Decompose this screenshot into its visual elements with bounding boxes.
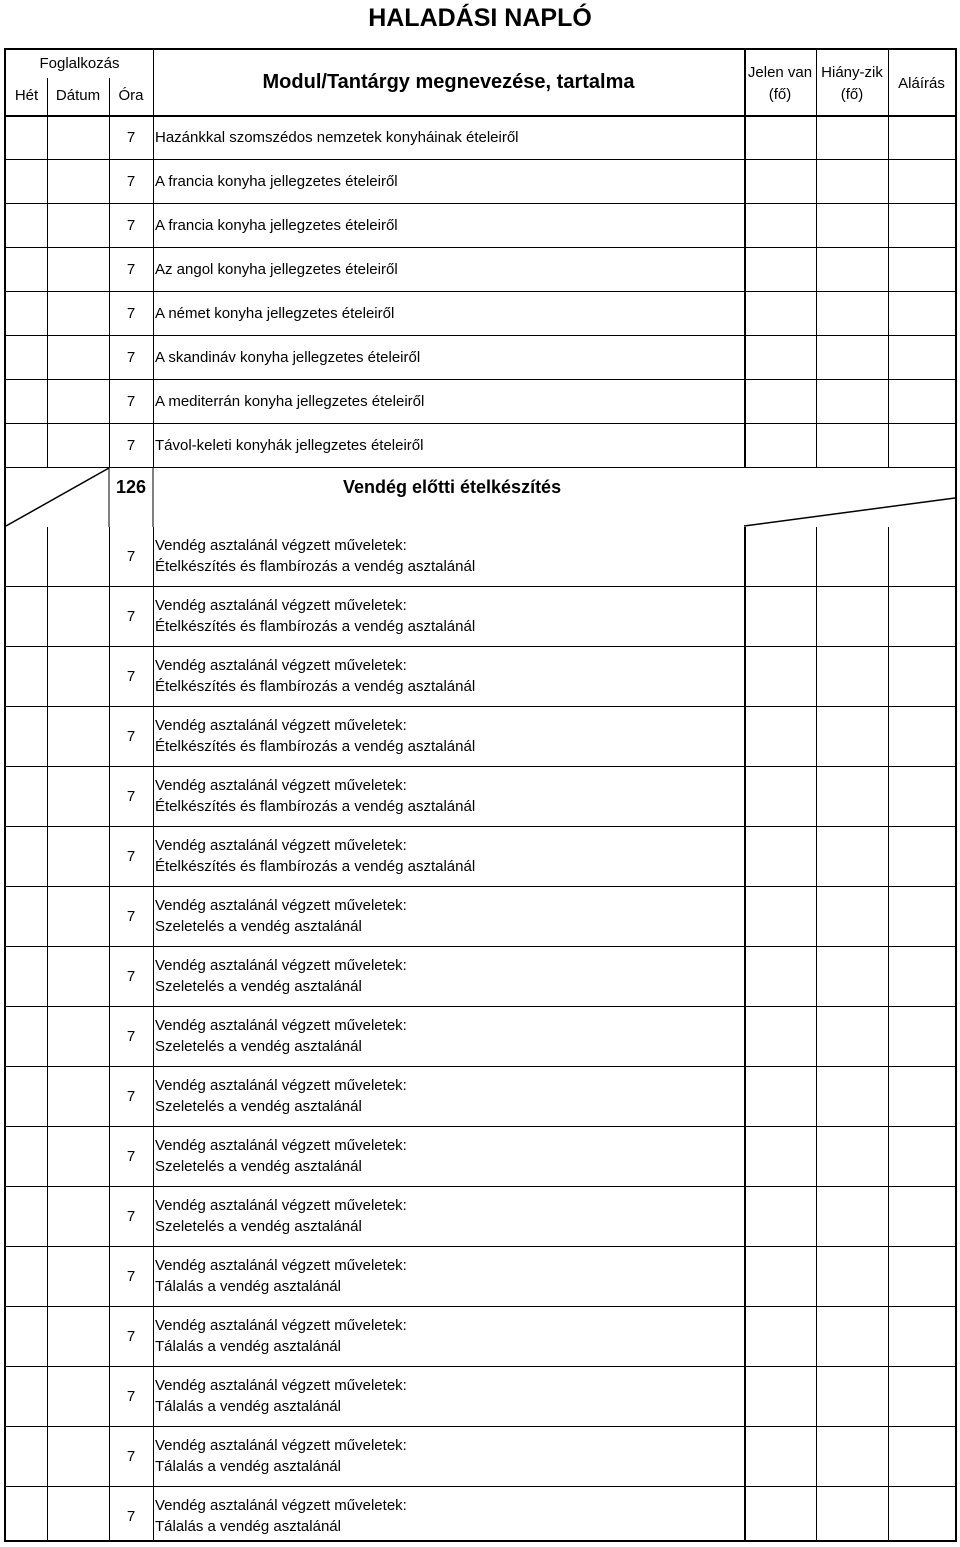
row-hours: 7	[126, 261, 136, 278]
row-hours: 7	[126, 1268, 136, 1285]
row-topic	[155, 1435, 407, 1477]
row-topic	[155, 1195, 407, 1237]
row-topic-line2: Szeletelés a vendég asztalánál	[155, 978, 362, 995]
row-hours: 7	[126, 848, 136, 865]
table-row	[6, 647, 955, 707]
table-row	[6, 292, 955, 336]
row-topic-line1: Vendég asztalánál végzett műveletek:	[155, 1137, 407, 1154]
table-row	[6, 827, 955, 887]
header-modul: Modul/Tantárgy megnevezése, tartalma	[262, 71, 635, 93]
row-topic	[155, 1495, 407, 1537]
row-topic	[155, 1075, 407, 1117]
row-topic	[155, 955, 407, 997]
table-row	[6, 160, 955, 204]
table-row	[6, 1067, 955, 1127]
row-hours: 7	[126, 393, 136, 410]
row-topic	[155, 1015, 407, 1057]
row-topic-line1: Vendég asztalánál végzett műveletek:	[155, 717, 407, 734]
header-foglalkozas: Foglalkozás	[39, 55, 120, 72]
row-topic: A francia konyha jellegzetes ételeiről	[155, 217, 398, 234]
row-topic-line2: Tálalás a vendég asztalánál	[155, 1518, 341, 1535]
table-row	[6, 116, 955, 160]
activity-rows	[6, 527, 955, 1547]
row-topic-line2: Ételkészítés és flambírozás a vendég asztalánál	[155, 558, 476, 575]
table-row	[6, 1487, 955, 1547]
row-hours: 7	[126, 788, 136, 805]
table-row	[6, 947, 955, 1007]
row-topic: Az angol konyha jellegzetes ételeiről	[155, 261, 398, 278]
row-topic	[155, 1255, 407, 1297]
row-topic-line1: Vendég asztalánál végzett műveletek:	[155, 597, 407, 614]
table-row	[6, 1427, 955, 1487]
table-row	[6, 424, 955, 468]
row-topic-line2: Szeletelés a vendég asztalánál	[155, 1218, 362, 1235]
row-topic: A skandináv konyha jellegzetes ételeiről	[155, 349, 421, 366]
table-row	[6, 336, 955, 380]
row-topic	[155, 1135, 407, 1177]
row-topic	[155, 1315, 407, 1357]
table-row	[6, 707, 955, 767]
module-name: Vendég előtti ételkészítés	[343, 477, 562, 497]
row-topic-line1: Vendég asztalánál végzett műveletek:	[155, 777, 407, 794]
row-hours: 7	[126, 349, 136, 366]
header-het: Hét	[14, 87, 39, 104]
row-hours: 7	[126, 1508, 136, 1525]
row-topic-line1: Vendég asztalánál végzett műveletek:	[155, 1017, 407, 1034]
header-datum: Dátum	[55, 87, 101, 104]
row-topic-line2: Szeletelés a vendég asztalánál	[155, 918, 362, 935]
row-hours: 7	[126, 1148, 136, 1165]
row-topic-line1: Vendég asztalánál végzett műveletek:	[155, 1377, 407, 1394]
table-row	[6, 204, 955, 248]
module-row	[6, 468, 955, 527]
row-topic-line2: Tálalás a vendég asztalánál	[155, 1458, 341, 1475]
table-row	[6, 380, 955, 424]
row-topic: A francia konyha jellegzetes ételeiről	[155, 173, 398, 190]
row-hours: 7	[126, 908, 136, 925]
table-row	[6, 1247, 955, 1307]
row-topic-line1: Vendég asztalánál végzett műveletek:	[155, 537, 407, 554]
row-topic	[155, 595, 475, 637]
table-row	[6, 527, 955, 587]
row-topic	[155, 655, 475, 697]
row-topic-line2: Ételkészítés és flambírozás a vendég asztalánál	[155, 678, 476, 695]
page-title: HALADÁSI NAPLÓ	[368, 4, 592, 32]
row-topic-line2: Ételkészítés és flambírozás a vendég asztalánál	[155, 798, 476, 815]
row-topic-line2: Szeletelés a vendég asztalánál	[155, 1158, 362, 1175]
table-row	[6, 1367, 955, 1427]
row-topic: A mediterrán konyha jellegzetes ételeiről	[155, 393, 425, 410]
row-topic-line1: Vendég asztalánál végzett műveletek:	[155, 657, 407, 674]
progress-log-table	[4, 48, 957, 1542]
row-hours: 7	[126, 1388, 136, 1405]
header-jelen-van-unit: (fő)	[768, 86, 792, 103]
row-topic: Távol-keleti konyhák jellegzetes ételeiről	[155, 437, 424, 454]
table-row	[6, 887, 955, 947]
header-ora: Óra	[118, 87, 144, 104]
row-topic-line1: Vendég asztalánál végzett műveletek:	[155, 1497, 407, 1514]
row-topic	[155, 1375, 407, 1417]
row-hours: 7	[126, 1328, 136, 1345]
row-hours: 7	[126, 1028, 136, 1045]
row-topic-line2: Ételkészítés és flambírozás a vendég asztalánál	[155, 738, 476, 755]
row-topic-line2: Tálalás a vendég asztalánál	[155, 1278, 341, 1295]
module-hours: 126	[115, 477, 147, 497]
row-hours: 7	[126, 437, 136, 454]
table-header	[6, 50, 955, 117]
table-row	[6, 767, 955, 827]
table-row	[6, 248, 955, 292]
row-topic	[155, 895, 407, 937]
row-topic	[155, 535, 475, 577]
table-row	[6, 1127, 955, 1187]
row-topic: A német konyha jellegzetes ételeiről	[155, 305, 395, 322]
row-hours: 7	[126, 173, 136, 190]
row-topic-line1: Vendég asztalánál végzett műveletek:	[155, 897, 407, 914]
row-topic-line1: Vendég asztalánál végzett műveletek:	[155, 957, 407, 974]
row-hours: 7	[126, 129, 136, 146]
row-topic-line2: Szeletelés a vendég asztalánál	[155, 1098, 362, 1115]
table-row	[6, 1187, 955, 1247]
row-topic-line2: Ételkészítés és flambírozás a vendég asztalánál	[155, 858, 476, 875]
row-topic	[155, 715, 475, 757]
row-hours: 7	[126, 1208, 136, 1225]
row-topic-line1: Vendég asztalánál végzett műveletek:	[155, 1197, 407, 1214]
row-hours: 7	[126, 608, 136, 625]
row-hours: 7	[126, 548, 136, 565]
table-row	[6, 1007, 955, 1067]
table-row	[6, 587, 955, 647]
row-topic-line1: Vendég asztalánál végzett műveletek:	[155, 1077, 407, 1094]
header-hianyzik-unit: (fő)	[840, 86, 864, 103]
row-topic	[155, 835, 475, 877]
row-topic-line1: Vendég asztalánál végzett műveletek:	[155, 1437, 407, 1454]
table-body	[6, 116, 955, 1547]
header-hianyzik: Hiány-zik	[821, 64, 883, 81]
row-topic-line1: Vendég asztalánál végzett műveletek:	[155, 1257, 407, 1274]
row-hours: 7	[126, 305, 136, 322]
table-row	[6, 1307, 955, 1367]
row-topic-line2: Ételkészítés és flambírozás a vendég asztalánál	[155, 618, 476, 635]
row-hours: 7	[126, 968, 136, 985]
row-hours: 7	[126, 217, 136, 234]
row-topic-line1: Vendég asztalánál végzett műveletek:	[155, 837, 407, 854]
row-hours: 7	[126, 728, 136, 745]
row-topic-line2: Szeletelés a vendég asztalánál	[155, 1038, 362, 1055]
row-topic	[155, 775, 475, 817]
row-topic-line2: Tálalás a vendég asztalánál	[155, 1398, 341, 1415]
row-topic-line1: Vendég asztalánál végzett műveletek:	[155, 1317, 407, 1334]
row-hours: 7	[126, 668, 136, 685]
header-alairas: Aláírás	[898, 75, 945, 92]
row-topic-line2: Tálalás a vendég asztalánál	[155, 1338, 341, 1355]
row-hours: 7	[126, 1448, 136, 1465]
row-hours: 7	[126, 1088, 136, 1105]
row-topic: Hazánkkal szomszédos nemzetek konyháinak ételeiről	[155, 129, 519, 146]
header-jelen-van: Jelen van	[747, 64, 813, 81]
